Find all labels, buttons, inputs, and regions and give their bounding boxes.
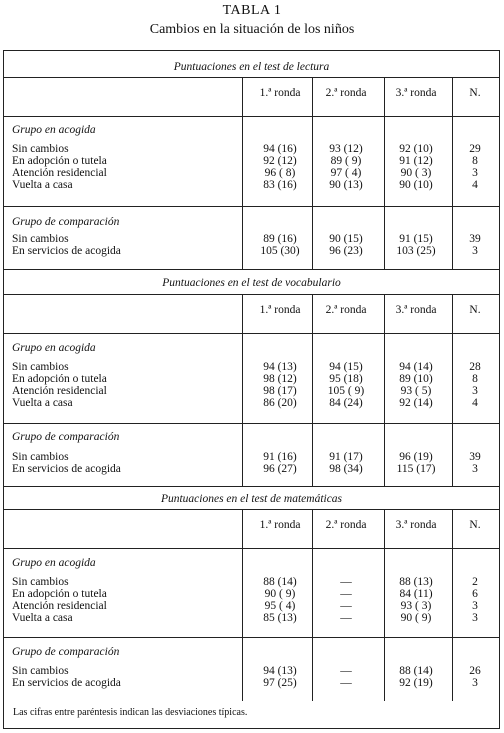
row-label: Atención residencial (12, 600, 107, 612)
column-header: 2.ª ronda (325, 519, 367, 531)
column-header: 3.ª ronda (395, 304, 437, 316)
round3-cell: 90 ( 9) (400, 612, 432, 624)
section-rule (4, 509, 499, 510)
row-label: Sin cambios (12, 576, 69, 588)
group-title: Grupo de comparación (12, 431, 120, 443)
column-rule (312, 294, 313, 486)
round1-cell: 85 (13) (263, 612, 297, 624)
round3-cell: 90 (10) (399, 179, 433, 191)
n-cell: 8 (472, 155, 478, 167)
round3-cell: 90 ( 3) (400, 167, 432, 179)
column-header: 3.ª ronda (395, 87, 437, 99)
round1-cell: 94 (16) (263, 143, 297, 155)
row-label: Sin cambios (12, 451, 69, 463)
n-cell: 3 (472, 167, 478, 179)
section-end-rule (4, 486, 499, 487)
row-label: En adopción o tutela (12, 588, 107, 600)
group-rule (4, 206, 499, 207)
n-cell: 3 (472, 600, 478, 612)
round1-cell: 91 (16) (263, 451, 297, 463)
column-rule (384, 509, 385, 701)
round3-cell: 115 (17) (396, 463, 436, 475)
row-label: Sin cambios (12, 143, 69, 155)
round2-cell: 91 (17) (329, 451, 363, 463)
row-label: Sin cambios (12, 665, 69, 677)
round1-cell: 105 (30) (260, 245, 300, 257)
round3-cell: 88 (13) (399, 576, 433, 588)
group-title: Grupo de comparación (12, 646, 120, 658)
section-rule (4, 294, 499, 295)
n-cell: 6 (472, 588, 478, 600)
group-title: Grupo en acogida (12, 342, 96, 354)
section-end-rule (4, 269, 499, 270)
round1-cell: 94 (13) (263, 361, 297, 373)
round1-cell: 97 (25) (263, 677, 297, 689)
round3-cell: 96 (19) (399, 451, 433, 463)
round2-cell: — (340, 677, 352, 689)
section-title: Puntuaciones en el test de matemáticas (160, 493, 343, 505)
group-title: Grupo en acogida (12, 557, 96, 569)
row-label: En servicios de acogida (12, 463, 121, 475)
round2-cell: — (340, 576, 352, 588)
row-label: Atención residencial (12, 167, 107, 179)
round2-cell: — (340, 665, 352, 677)
round3-cell: 92 (14) (399, 397, 433, 409)
n-cell: 3 (472, 677, 478, 689)
round1-cell: 92 (12) (263, 155, 297, 167)
column-header: 2.ª ronda (325, 304, 367, 316)
header-rule (4, 116, 499, 117)
row-label: Sin cambios (12, 233, 69, 245)
column-rule (384, 77, 385, 269)
column-header: 2.ª ronda (325, 87, 367, 99)
row-label: Sin cambios (12, 361, 69, 373)
n-cell: 3 (472, 612, 478, 624)
column-rule (312, 509, 313, 701)
round3-cell: 93 ( 3) (400, 600, 432, 612)
round2-cell: — (340, 600, 352, 612)
table-frame (3, 50, 500, 729)
round3-cell: 91 (15) (399, 233, 433, 245)
table-title: Cambios en la situación de los niños (149, 22, 355, 37)
row-label: Vuelta a casa (12, 179, 73, 191)
column-header: N. (469, 304, 481, 316)
row-label: Vuelta a casa (12, 397, 73, 409)
round3-cell: 94 (14) (399, 361, 433, 373)
n-cell: 3 (472, 245, 478, 257)
round1-cell: 96 ( 8) (264, 167, 296, 179)
row-label: Atención residencial (12, 385, 107, 397)
round1-cell: 95 ( 4) (264, 600, 296, 612)
round3-cell: 88 (14) (399, 665, 433, 677)
round2-cell: 94 (15) (329, 361, 363, 373)
round2-cell: 97 ( 4) (330, 167, 362, 179)
round1-cell: 88 (14) (263, 576, 297, 588)
n-cell: 3 (472, 385, 478, 397)
group-rule (4, 637, 499, 638)
round2-cell: 90 (13) (329, 179, 363, 191)
round2-cell: 90 (15) (329, 233, 363, 245)
round3-cell: 93 ( 5) (400, 385, 432, 397)
round2-cell: 84 (24) (329, 397, 363, 409)
n-cell: 29 (469, 143, 481, 155)
n-cell: 2 (472, 576, 478, 588)
column-rule (242, 509, 243, 701)
row-label: En adopción o tutela (12, 155, 107, 167)
header-rule (4, 548, 499, 549)
n-cell: 4 (472, 179, 478, 191)
section-title: Puntuaciones en el test de lectura (173, 61, 330, 73)
round1-cell: 94 (13) (263, 665, 297, 677)
n-cell: 39 (469, 233, 481, 245)
n-cell: 26 (469, 665, 481, 677)
round3-cell: 92 (19) (399, 677, 433, 689)
round1-cell: 86 (20) (263, 397, 297, 409)
column-header: N. (469, 87, 481, 99)
n-cell: 39 (469, 451, 481, 463)
round2-cell: 105 ( 9) (327, 385, 365, 397)
group-rule (4, 423, 499, 424)
round1-cell: 83 (16) (263, 179, 297, 191)
round1-cell: 90 ( 9) (264, 588, 296, 600)
group-title: Grupo en acogida (12, 124, 96, 136)
column-rule (384, 294, 385, 486)
header-rule (4, 333, 499, 334)
round1-cell: 98 (17) (263, 385, 297, 397)
round3-cell: 91 (12) (399, 155, 433, 167)
row-label: En adopción o tutela (12, 373, 107, 385)
round3-cell: 89 (10) (399, 373, 433, 385)
column-header: 3.ª ronda (395, 519, 437, 531)
n-cell: 28 (469, 361, 481, 373)
column-rule (242, 77, 243, 269)
round2-cell: — (340, 612, 352, 624)
column-rule (312, 77, 313, 269)
row-label: Vuelta a casa (12, 612, 73, 624)
row-label: En servicios de acogida (12, 245, 121, 257)
footnote: Las cifras entre paréntesis indican las desviaciones típicas. (13, 707, 248, 718)
n-cell: 8 (472, 373, 478, 385)
round2-cell: 89 ( 9) (330, 155, 362, 167)
round1-cell: 96 (27) (263, 463, 297, 475)
n-cell: 4 (472, 397, 478, 409)
round3-cell: 84 (11) (399, 588, 433, 600)
round2-cell: 95 (18) (329, 373, 363, 385)
column-header: N. (469, 519, 481, 531)
column-header: 1.ª ronda (259, 304, 301, 316)
round2-cell: 93 (12) (329, 143, 363, 155)
column-header: 1.ª ronda (259, 87, 301, 99)
round2-cell: — (340, 588, 352, 600)
section-rule (4, 77, 499, 78)
round1-cell: 98 (12) (263, 373, 297, 385)
round2-cell: 96 (23) (329, 245, 363, 257)
group-title: Grupo de comparación (12, 216, 120, 228)
column-rule (242, 294, 243, 486)
section-title: Puntuaciones en el test de vocabulario (162, 277, 341, 289)
column-header: 1.ª ronda (259, 519, 301, 531)
n-cell: 3 (472, 463, 478, 475)
round2-cell: 98 (34) (329, 463, 363, 475)
round1-cell: 89 (16) (263, 233, 297, 245)
table-number: TABLA 1 (222, 3, 282, 18)
round3-cell: 92 (10) (399, 143, 433, 155)
round3-cell: 103 (25) (396, 245, 436, 257)
row-label: En servicios de acogida (12, 677, 121, 689)
